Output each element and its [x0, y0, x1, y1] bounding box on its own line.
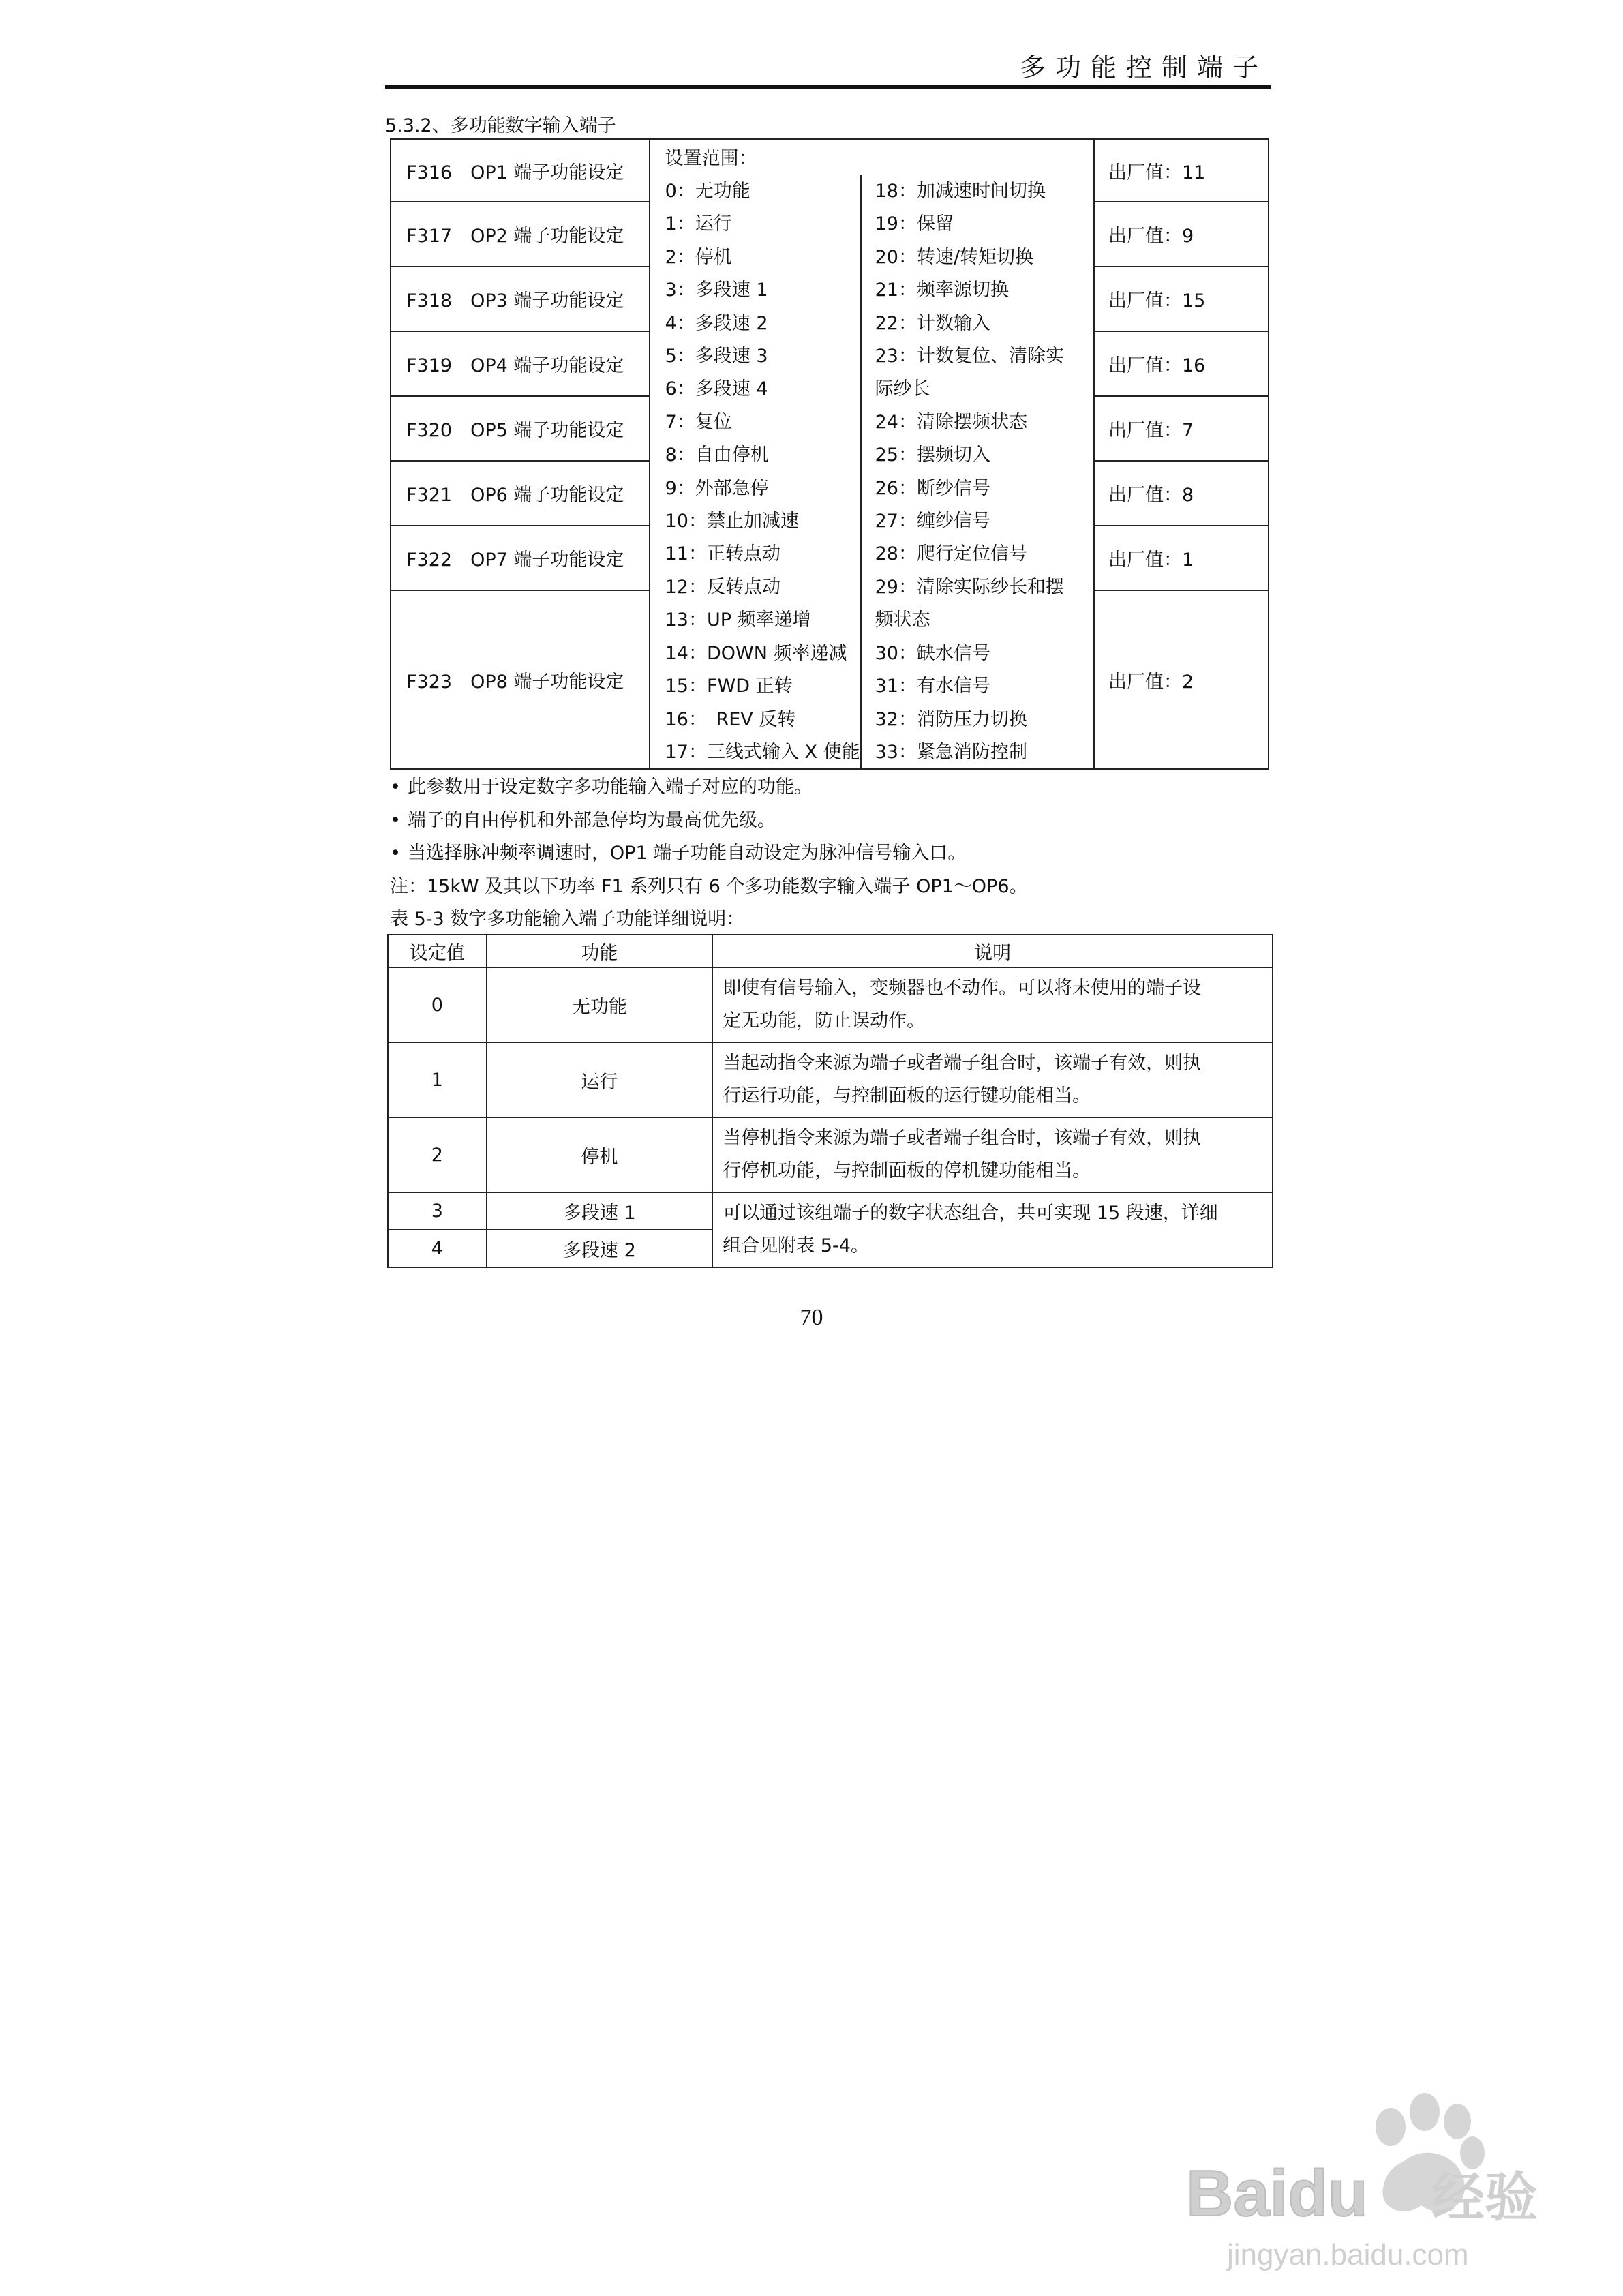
param-name: F317 OP2 端子功能设定	[391, 202, 650, 267]
list-item: 17：三线式输入 X 使能	[665, 741, 860, 763]
table-row	[388, 967, 1273, 1042]
list-item: 10：禁止加减速	[665, 511, 799, 532]
table-row	[388, 1042, 1273, 1117]
list-item: 9：外部急停	[665, 477, 769, 499]
default-value: 出厂值：1	[1094, 526, 1269, 590]
param-name: F319 OP4 端子功能设定	[391, 331, 650, 396]
range-title: 设置范围：	[665, 148, 757, 169]
note-line	[390, 804, 1028, 838]
param-name: F321 OP6 端子功能设定	[391, 461, 650, 526]
list-item: 26：断纱信号	[875, 477, 990, 499]
list-item: 23：计数复位、清除实	[875, 346, 1064, 367]
table-row	[391, 139, 1269, 202]
list-item: 6：多段速 4	[665, 378, 768, 400]
section-title: 5.3.2、多功能数字输入端子	[385, 115, 616, 136]
list-item: 16： REV 反转	[665, 708, 796, 730]
value-cell: 3	[388, 1192, 487, 1230]
range-left-column	[665, 175, 860, 769]
list-item: 2：停机	[665, 246, 732, 268]
bullet-icon: •	[390, 776, 401, 798]
description-cell: 当起动指令来源为端子或者端子组合时，该端子有效，则执 行运行功能，与控制面板的运行键功能相当。	[712, 1042, 1273, 1117]
default-value: 出厂值：16	[1094, 331, 1269, 396]
note-line	[390, 771, 1028, 804]
note-text: 端子的自由停机和外部急停均为最高优先级。	[407, 809, 776, 831]
note-line	[390, 837, 1028, 871]
function-cell: 运行	[487, 1042, 713, 1117]
description-cell: 即使有信号输入，变频器也不动作。可以将未使用的端子设 定无功能，防止误动作。	[712, 967, 1273, 1042]
watermark-brand: Baidu	[1186, 2157, 1368, 2230]
list-item: 1：运行	[665, 213, 732, 235]
note-text: 此参数用于设定数字多功能输入端子对应的功能。	[407, 776, 813, 798]
page-header-title: 多功能控制端子	[1019, 52, 1268, 82]
column-header: 功能	[487, 935, 713, 967]
list-item: 32：消防压力切换	[875, 708, 1027, 730]
table-caption: 表 5-3 数字多功能输入端子功能详细说明：	[390, 909, 745, 931]
notes-block	[390, 771, 1028, 937]
list-item: 25：摆频切入	[875, 444, 990, 466]
note-text: 当选择脉冲频率调速时，OP1 端子功能自动设定为脉冲信号输入口。	[407, 843, 967, 864]
footnote: 注：15kW 及其以下功率 F1 系列只有 6 个多功能数字输入端子 OP1～OP6。	[390, 875, 1028, 897]
default-value: 出厂值：8	[1094, 461, 1269, 526]
list-item: 7：复位	[665, 411, 732, 433]
param-name: F318 OP3 端子功能设定	[391, 267, 650, 331]
list-item: 4：多段速 2	[665, 312, 768, 334]
range-divider	[860, 175, 862, 770]
value-cell: 2	[388, 1117, 487, 1192]
setting-range-cell	[650, 139, 1094, 769]
list-item: 21：频率源切换	[875, 280, 1009, 301]
default-value: 出厂值：15	[1094, 267, 1269, 331]
description-cell: 当停机指令来源为端子或者端子组合时，该端子有效，则执 行停机功能，与控制面板的停机键功能相当。	[712, 1117, 1273, 1192]
list-item: 29：清除实际纱长和摆	[875, 576, 1064, 598]
bullet-icon: •	[390, 809, 401, 831]
function-cell: 多段速 1	[487, 1192, 713, 1230]
parameter-table	[390, 138, 1269, 770]
column-header: 设定值	[388, 935, 487, 967]
param-name: F320 OP5 端子功能设定	[391, 396, 650, 461]
list-item: 13：UP 频率递增	[665, 609, 811, 631]
list-item: 12：反转点动	[665, 576, 780, 598]
list-item: 18：加减速时间切换	[875, 181, 1046, 202]
param-name: F323 OP8 端子功能设定	[391, 590, 650, 769]
list-item: 27：缠纱信号	[875, 511, 990, 532]
table-row	[388, 1192, 1273, 1230]
default-value: 出厂值：2	[1094, 590, 1269, 769]
table-row	[388, 1117, 1273, 1192]
default-value: 出厂值：11	[1094, 139, 1269, 202]
list-item: 24：清除摆频状态	[875, 411, 1027, 433]
watermark-sub: 经验	[1431, 2167, 1538, 2229]
description-cell: 可以通过该组端子的数字状态组合，共可实现 15 段速，详细 组合见附表 5-4。	[712, 1192, 1273, 1267]
param-name: F322 OP7 端子功能设定	[391, 526, 650, 590]
range-right-column	[875, 175, 1064, 769]
list-item: 5：多段速 3	[665, 346, 768, 367]
page-number: 70	[800, 1305, 823, 1330]
list-item: 30：缺水信号	[875, 642, 990, 664]
value-cell: 0	[388, 967, 487, 1042]
value-cell: 1	[388, 1042, 487, 1117]
param-name: F316 OP1 端子功能设定	[391, 139, 650, 202]
list-item: 15：FWD 正转	[665, 676, 793, 697]
watermark-url: jingyan.baidu.com	[1227, 2238, 1469, 2271]
list-item: 3：多段速 1	[665, 280, 768, 301]
bullet-icon: •	[390, 843, 401, 864]
list-item: 31：有水信号	[875, 676, 990, 697]
list-item: 际纱长	[875, 378, 930, 400]
list-item: 11：正转点动	[665, 543, 780, 565]
header-rule	[385, 85, 1271, 89]
table-header-row	[388, 935, 1273, 967]
value-cell: 4	[388, 1230, 487, 1267]
function-cell: 多段速 2	[487, 1230, 713, 1267]
list-item: 14：DOWN 频率递减	[665, 642, 847, 664]
list-item: 0：无功能	[665, 181, 750, 202]
list-item: 20：转速/转矩切换	[875, 246, 1034, 268]
default-value: 出厂值：7	[1094, 396, 1269, 461]
function-cell: 停机	[487, 1117, 713, 1192]
baidu-jingyan-watermark	[1145, 2079, 1568, 2284]
function-cell: 无功能	[487, 967, 713, 1042]
detail-table	[387, 934, 1273, 1268]
list-item: 28：爬行定位信号	[875, 543, 1027, 565]
list-item: 频状态	[875, 609, 930, 631]
list-item: 22：计数输入	[875, 312, 990, 334]
column-header: 说明	[712, 935, 1273, 967]
list-item: 8：自由停机	[665, 444, 769, 466]
list-item: 19：保留	[875, 213, 954, 235]
list-item: 33：紧急消防控制	[875, 741, 1027, 763]
default-value: 出厂值：9	[1094, 202, 1269, 267]
